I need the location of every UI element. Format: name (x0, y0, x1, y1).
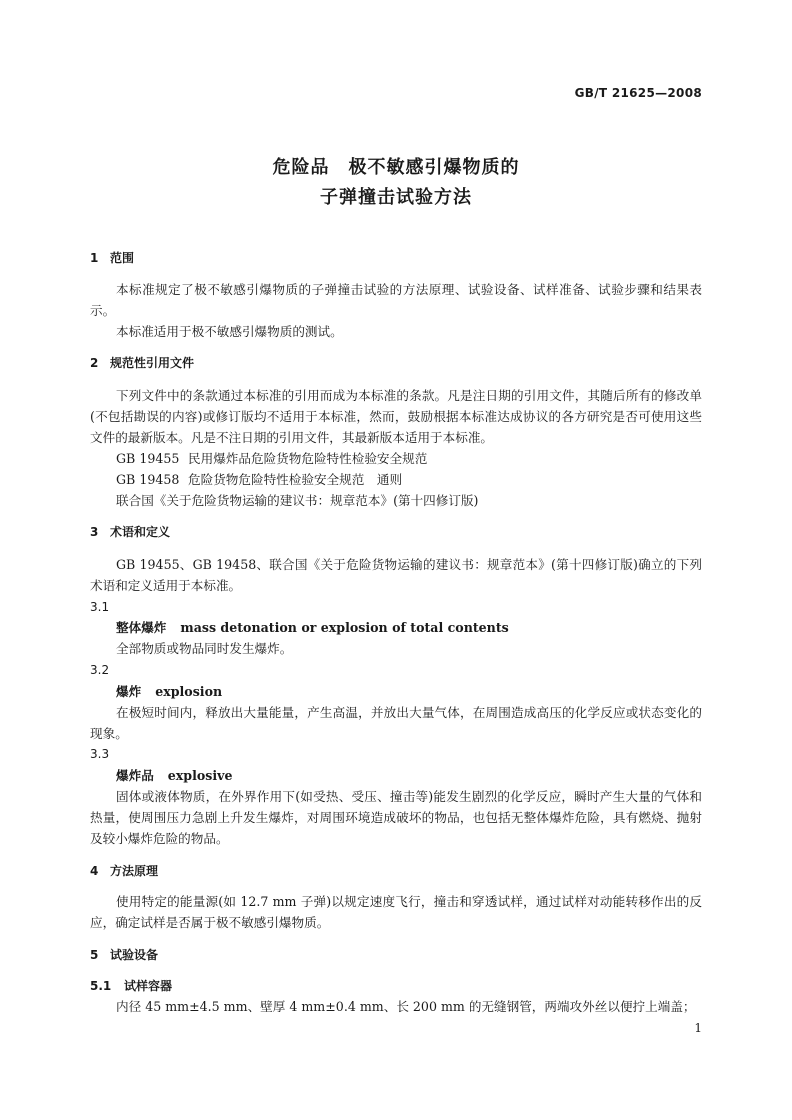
subsection-number: 5.1 (90, 979, 112, 993)
normative-reference (90, 469, 728, 490)
subsection-title: 试样容器 (124, 979, 173, 993)
term-number: 3.3 (90, 747, 110, 761)
section-title: 方法原理 (110, 864, 159, 878)
section-number: 5 (90, 948, 99, 962)
subsection-5-1-heading (90, 976, 702, 997)
term-name (90, 617, 728, 638)
term-definition: 固体或液体物质，在外界作用下(如受热、受压、撞击等)能发生剧烈的化学反应，瞬时产生大量的气体和热量，使周围压力急剧上升发生爆炸，对周围环境造成破坏的物品，也包括无整体爆炸危险，具有燃烧、抛射及较小爆炸危险的物品。 (90, 789, 702, 846)
section-4-paragraph-1: 使用特定的能量源(如 12.7 mm 子弹)以规定速度飞行，撞击和穿透试样，通过试样对动能转移作出的反应，确定试样是否属于极不敏感引爆物质。 (90, 894, 702, 930)
section-2-heading (90, 353, 702, 374)
normative-reference (90, 448, 728, 469)
reference-code: GB 19455 (116, 451, 180, 466)
section-4-heading (90, 861, 702, 882)
document-title-line1: 危险品 极不敏感引爆物质的 (272, 157, 520, 178)
term-name (90, 681, 728, 702)
document-title-line2: 子弹撞击试验方法 (320, 187, 472, 208)
section-number: 3 (90, 525, 99, 539)
term-number: 3.2 (90, 663, 110, 677)
section-2-paragraph-1: 下列文件中的条款通过本标准的引用而成为本标准的条款。凡是注日期的引用文件，其随后所有的修改单(不包括勘误的内容)或修订版均不适用于本标准，然而，鼓励根据本标准达成协议的各方研究是否可使用这些文件的最新版本。凡是不注日期的引用文件，其最新版本适用于本标准。 (90, 388, 702, 445)
section-title: 规范性引用文件 (110, 356, 195, 370)
section-title: 试验设备 (110, 948, 159, 962)
term-definition: 在极短时间内，释放出大量能量，产生高温，并放出大量气体，在周围造成高压的化学反应或状态变化的现象。 (90, 705, 702, 741)
term-name-zh: 爆炸品 (116, 768, 154, 783)
section-1-paragraph-2: 本标准适用于极不敏感引爆物质的测试。 (116, 324, 343, 339)
subsection-5-1-paragraph-1: 内径 45 mm±4.5 mm、壁厚 4 mm±0.4 mm、长 200 mm 的无缝钢管，两端攻外丝以便拧上端盖； (116, 999, 696, 1014)
term-name-en: mass detonation or explosion of total contents (180, 620, 509, 635)
section-number: 1 (90, 251, 99, 265)
term-number: 3.1 (90, 600, 110, 614)
reference-title: 民用爆炸品危险货物危险特性检验安全规范 (188, 451, 428, 466)
standard-code: GB/T 21625—2008 (574, 86, 702, 100)
section-3-paragraph-1: GB 19455、GB 19458、联合国《关于危险货物运输的建议书：规章范本》(第十四修订版)确立的下列术语和定义适用于本标准。 (90, 557, 702, 593)
reference-title: 危险货物危险特性检验安全规范 通则 (188, 472, 403, 487)
page-number: 1 (694, 1021, 702, 1035)
section-1-paragraph-1: 本标准规定了极不敏感引爆物质的子弹撞击试验的方法原理、试验设备、试样准备、试验步骤和结果表示。 (90, 282, 702, 318)
section-3-heading (90, 522, 702, 543)
section-title: 术语和定义 (110, 525, 171, 539)
section-5-heading (90, 945, 702, 966)
term-name-zh: 整体爆炸 (116, 620, 167, 635)
section-title: 范围 (110, 251, 135, 265)
term-name-en: explosive (167, 768, 233, 783)
term-name-en: explosion (155, 684, 223, 699)
un-reference: 联合国《关于危险货物运输的建议书：规章范本》(第十四修订版) (116, 493, 479, 508)
reference-code: GB 19458 (116, 472, 180, 487)
term-name (90, 765, 728, 786)
section-number: 2 (90, 356, 99, 370)
section-1-heading (90, 248, 702, 269)
term-definition: 全部物质或物品同时发生爆炸。 (116, 641, 293, 656)
term-name-zh: 爆炸 (116, 684, 142, 699)
section-number: 4 (90, 864, 99, 878)
